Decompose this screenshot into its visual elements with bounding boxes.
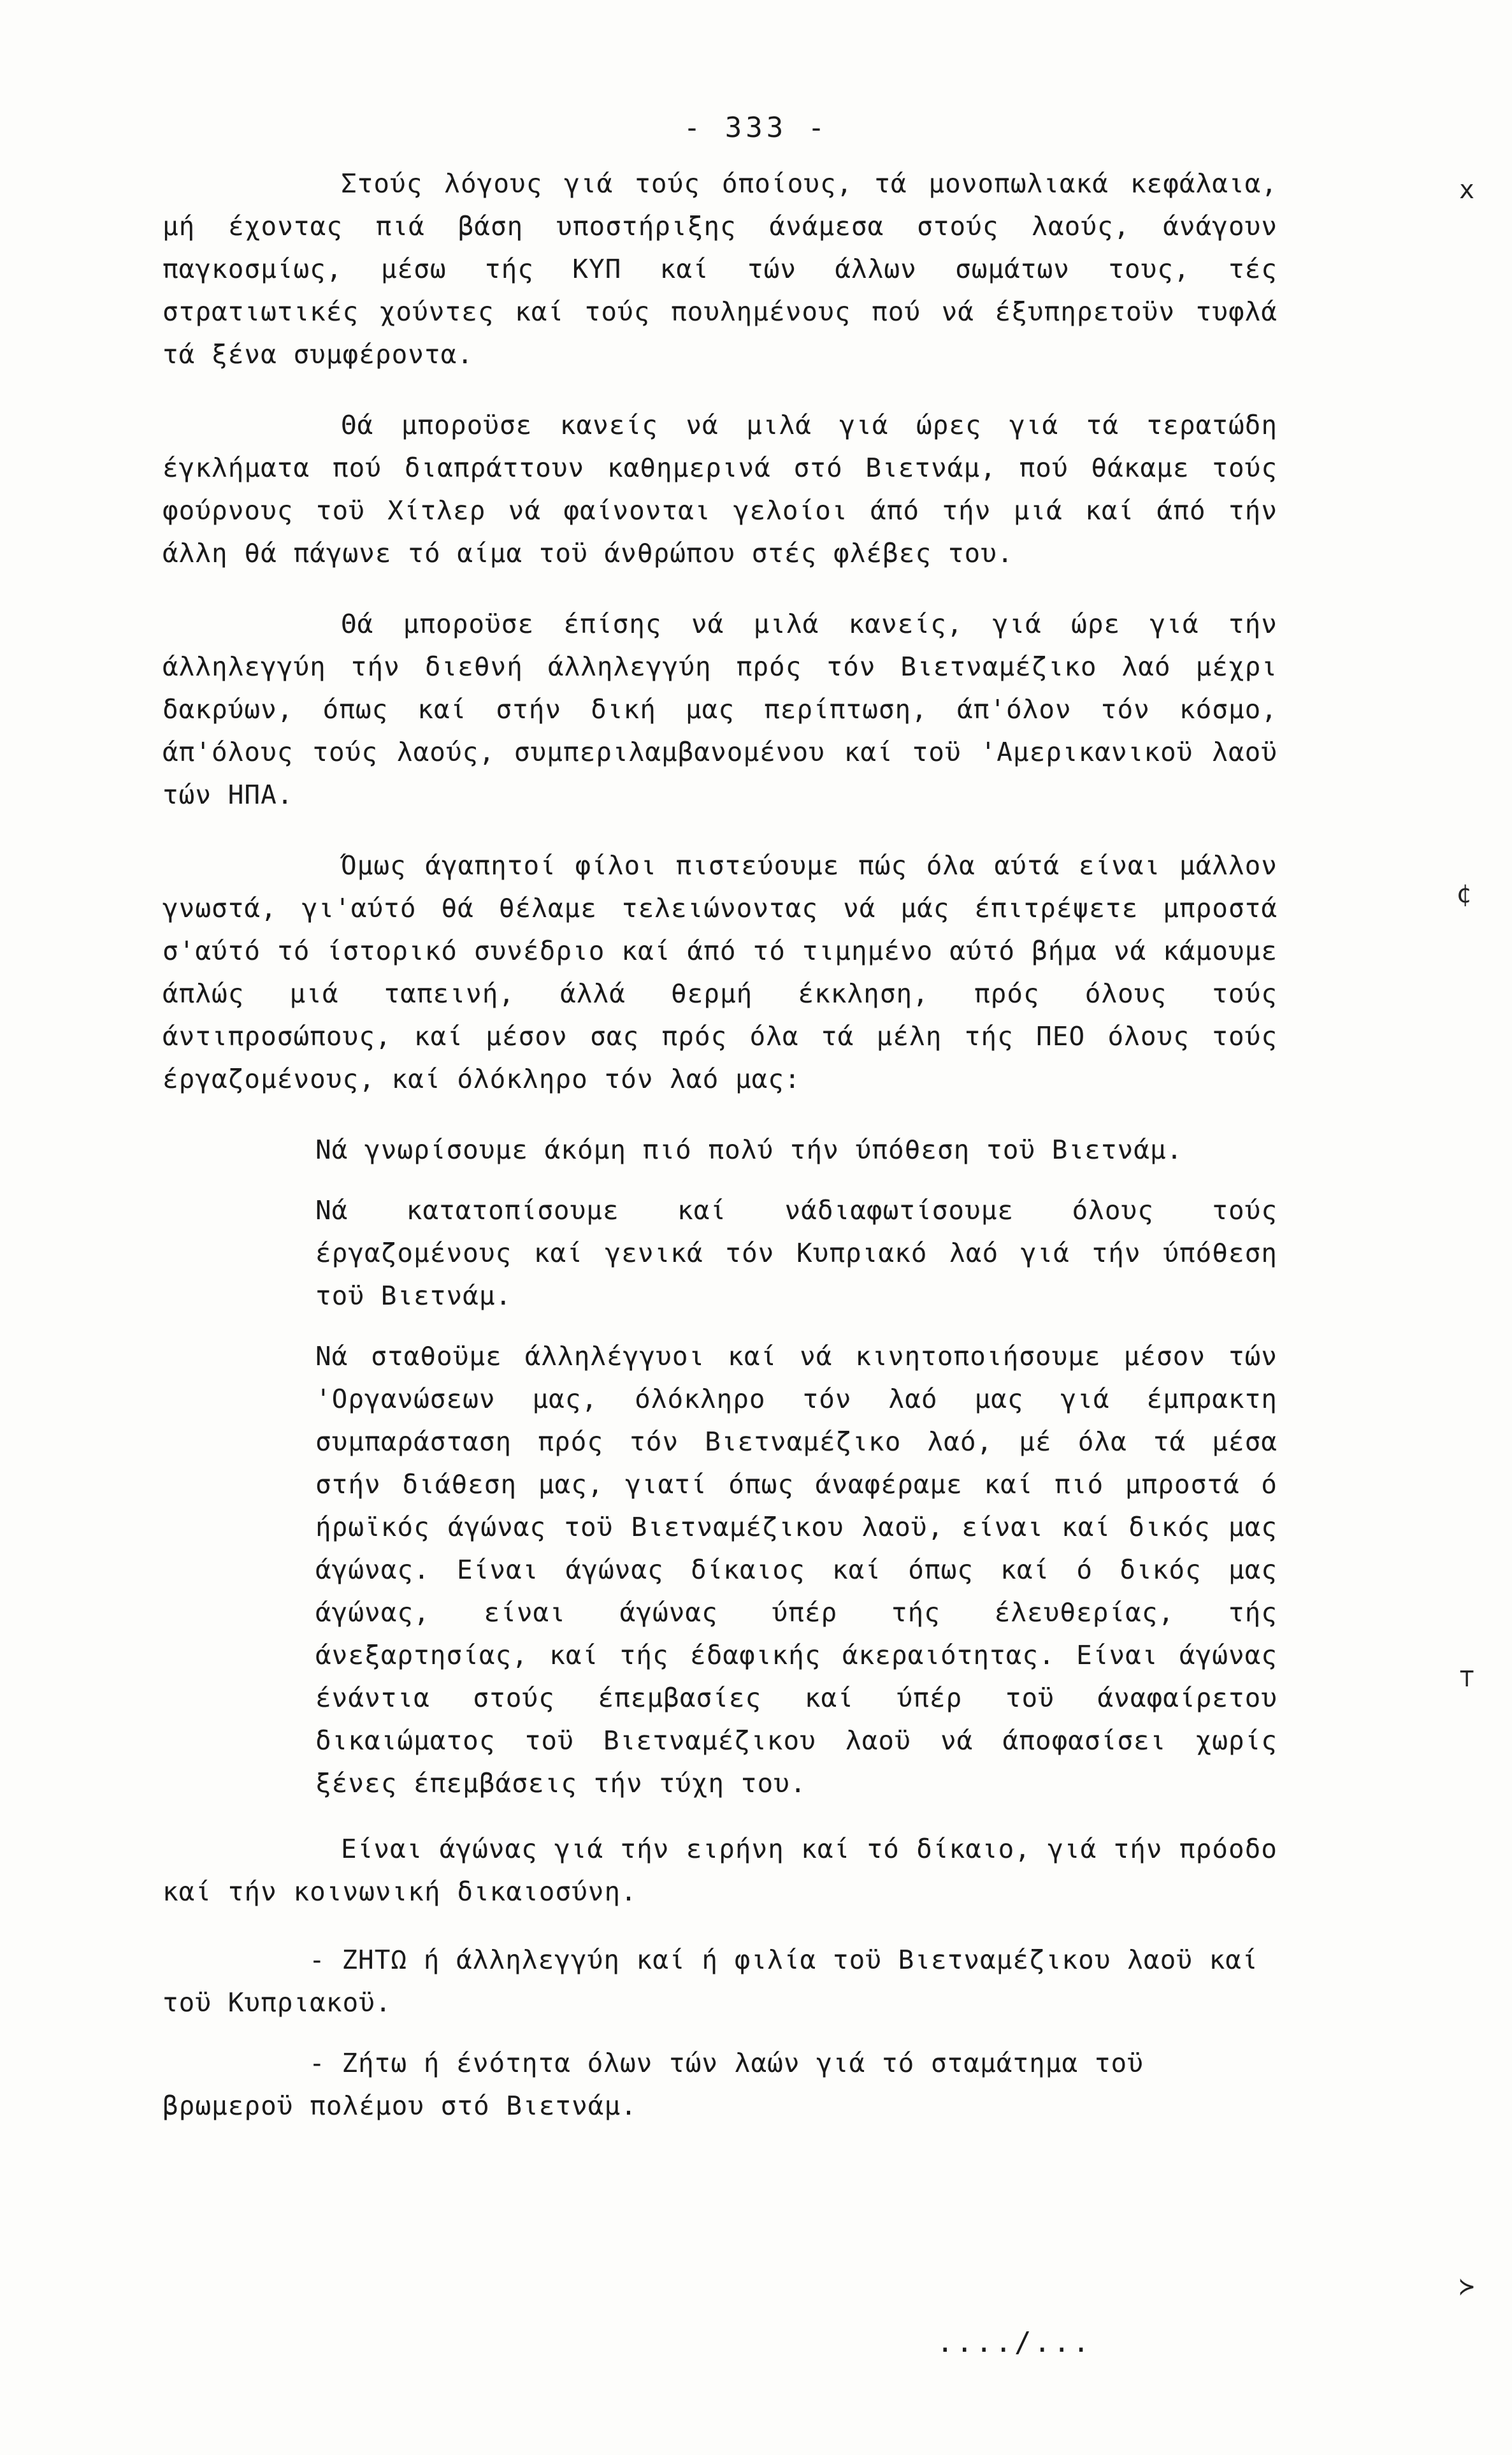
- document-body: [162, 163, 1278, 2127]
- appeal-list: [162, 1129, 1278, 1805]
- continuation-marker: ..../...: [937, 2326, 1092, 2359]
- paragraph-3: Θά μποροϋσε έπίσης νά μιλά κανείς, γιά ώρε γιά τήν άλληλεγγύη τήν διεθνή άλληλεγγύη πρός τόν Βιετναμέζικο λαό μέχρι δακρύων, όπως καί στήν δική μας περίπτωση, άπ'όλον τόν κόσμο, άπ'όλους τούς λαούς, συμπεριλαμβανομένου καί τοϋ 'Αμερικανικοϋ λαοϋ τών ΗΠΑ.: [162, 609, 1278, 810]
- slogan-1: - ΖΗΤΩ ή άλληλεγγύη καί ή φιλία τοϋ Βιετναμέζικου λαοϋ καί τοϋ Κυπριακοϋ.: [162, 1944, 1258, 2018]
- paragraph-2: Θά μποροϋσε κανείς νά μιλά γιά ώρες γιά τά τερατώδη έγκλήματα πού διαπράττουν καθημερινά στό Βιετνάμ, πού θάκαμε τούς φούρνους τοϋ Χίτλερ νά φαίνονται γελοίοι άπό τήν μιά καί άπό τήν άλλη θά πάγωνε τό αίμα τοϋ άνθρώπου στές φλέβες του.: [162, 410, 1278, 568]
- closing-paragraph: Είναι άγώνας γιά τήν ειρήνη καί τό δίκαιο, γιά τήν πρόοδο καί τήν κοινωνική δικαιοσύνη.: [162, 1834, 1278, 1907]
- list-item: Νά γνωρίσουμε άκόμη πιό πολύ τήν ύπόθεση τοϋ Βιετνάμ.: [315, 1134, 1183, 1165]
- list-item: Νά κατατοπίσουμε καί νάδιαφωτίσουμε όλους τούς έργαζομένους καί γενικά τόν Κυπριακό λαό γιά τήν ύπόθεση τοϋ Βιετνάμ.: [315, 1195, 1278, 1311]
- slogan-2: - Ζήτω ή ένότητα όλων τών λαών γιά τό σταμάτημα τοϋ βρωμεροϋ πολέμου στό Βιετνάμ.: [162, 2048, 1144, 2121]
- paragraph-1: Στούς λόγους γιά τούς όποίους, τά μονοπωλιακά κεφάλαια, μή έχοντας πιά βάση υποστήριξης άνάμεσα στούς λαούς, άνάγουν παγκοσμίως, μέσω τής ΚΥΠ καί τών άλλων σωμάτων τους, τές στρατιωτικές χούντες καί τούς πουλημένους πού νά έξυπηρετοϋν τυφλά τά ξένα συμφέροντα.: [162, 168, 1278, 370]
- margin-mark: ≻: [1459, 2272, 1475, 2301]
- paragraph-4: Όμως άγαπητοί φίλοι πιστεύουμε πώς όλα αύτά είναι μάλλον γνωστά, γι'αύτό θά θέλαμε τελειώνοντας νά μάς έπιτρέψετε μπροστά σ'αύτό τό ίστορικό συνέδριο καί άπό τό τιμημένο αύτό βήμα νά κάμουμε άπλώς μιά ταπεινή, άλλά θερμή έκκληση, πρός όλους τούς άντιπροσώπους, καί μέσον σας πρός όλα τά μέλη τής ΠΕΟ όλους τούς έργαζομένους, καί όλόκληρο τόν λαό μας:: [162, 850, 1278, 1094]
- margin-mark: ¢: [1456, 880, 1472, 909]
- margin-mark: ⊤: [1459, 1663, 1475, 1693]
- page-number: - 333 -: [683, 112, 829, 144]
- list-item: Νά σταθοϋμε άλληλέγγυοι καί νά κινητοποιήσουμε μέσον τών 'Οργανώσεων μας, όλόκληρο τόν λαό μας γιά έμπρακτη συμπαράσταση πρός τόν Βιετναμέζικο λαό, μέ όλα τά μέσα στήν διάθεση μας, γιατί όπως άναφέραμε καί πιό μπροστά ό ήρωϊκός άγώνας τοϋ Βιετναμέζικου λαοϋ, είναι καί δικός μας άγώνας. Είναι άγώνας δίκαιος καί όπως καί ό δικός μας άγώνας, είναι άγώνας ύπέρ τής έλευθερίας, τής άνεξαρτησίας, καί τής έδαφικής άκεραιότητας. Είναι άγώνας ένάντια στούς έπεμβασίες καί ύπέρ τοϋ άναφαίρετου δικαιώματος τοϋ Βιετναμέζικου λαοϋ νά άποφασίσει χωρίς ξένες έπεμβάσεις τήν τύχη του.: [315, 1341, 1278, 1799]
- margin-mark: x: [1459, 175, 1475, 205]
